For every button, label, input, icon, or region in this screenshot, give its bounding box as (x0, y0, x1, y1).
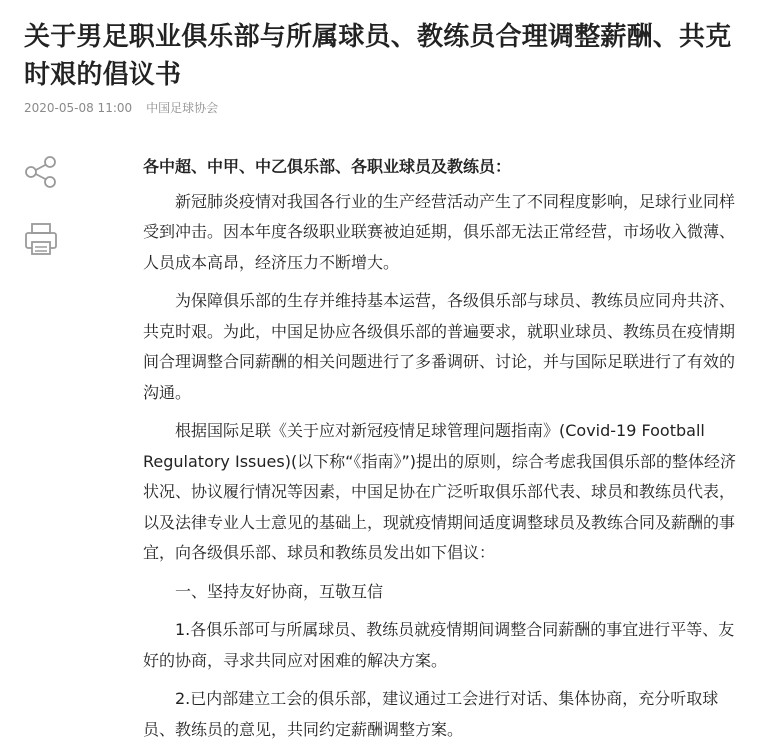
section-heading: 一、坚持友好协商，互敬互信 (175, 581, 384, 601)
greeting: 各中超、中甲、中乙俱乐部、各职业球员及教练员： (143, 157, 512, 176)
article-title: 关于男足职业俱乐部与所属球员、教练员合理调整薪酬、共克时艰的倡议书 (24, 22, 732, 90)
source-label: 中国足球协会 (146, 101, 219, 115)
paragraph: 新冠肺炎疫情对我国各行业的生产经营活动产生了不同程度影响，足球行业同样受到冲击。因本年度各级职业联赛被迫延期，俱乐部无法正常经营，市场收入微薄、人员成本高昂，经济压力不断增大。 (143, 191, 736, 272)
print-icon[interactable] (22, 220, 60, 258)
article-body (143, 152, 739, 753)
paragraph: 为保障俱乐部的生存并维持基本运营，各级俱乐部与球员、教练员应同舟共济、共克时艰。为此，中国足协应各级俱乐部的普遍要求，就职业球员、教练员在疫情期间合理调整合同薪酬的相关问题进行了多番调研、讨论，并与国际足联进行了有效的沟通。 (143, 291, 736, 402)
paragraph: 1.各俱乐部可与所属球员、教练员就疫情期间调整合同薪酬的事宜进行平等、友好的协商，寻求共同应对困难的解决方案。 (143, 620, 735, 670)
paragraph: 根据国际足联《关于应对新冠疫情足球管理问题指南》(Covid-19 Football Regulatory Issues)(以下称“《指南》”)提出的原则，综合考虑我国俱乐部的整体经济状况、协议履行情况等因素，中国足协在广泛听取俱乐部代表、球员和教练员代表，以及法律专业人士意见的基础上，现就疫情期间适度调整球员及教练合同及薪酬的事宜，向各级俱乐部、球员和教练员发出如下倡议： (143, 421, 737, 562)
share-icon[interactable] (22, 153, 60, 191)
publish-date: 2020-05-08 11:00 (24, 101, 133, 115)
article-meta (24, 100, 218, 116)
paragraph: 2.已内部建立工会的俱乐部，建议通过工会进行对话、集体协商，充分听取球员、教练员的意见，共同约定薪酬调整方案。 (143, 689, 719, 739)
